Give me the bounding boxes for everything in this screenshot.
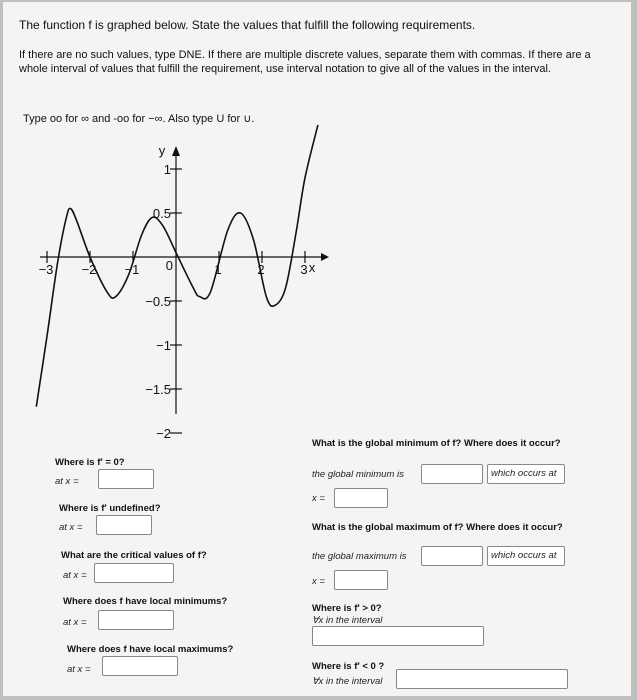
x-tick-label-6: 3 xyxy=(300,262,308,277)
global-max-question: What is the global maximum of f? Where does it occur? xyxy=(312,522,563,533)
x-axis-label: x xyxy=(308,260,316,275)
global-max-tail: which occurs at xyxy=(491,550,557,561)
x-tick-label-3: 0 xyxy=(165,258,173,273)
left-question-4: Where does f have local minimums? xyxy=(63,596,228,607)
y-tick-label-1: 0.5 xyxy=(152,206,171,221)
decreasing-interval-input[interactable] xyxy=(396,669,568,689)
instruction-line: The function f is graphed below. State the values that fulfill the following requirements. xyxy=(19,18,476,32)
left-answer-input-3[interactable] xyxy=(94,563,174,583)
global-max-occurs-box[interactable] xyxy=(487,546,565,566)
global-min-lead: the global minimum is xyxy=(312,469,404,480)
global-min-occurs-box[interactable] xyxy=(487,464,565,484)
worksheet-page xyxy=(3,2,631,696)
x-tick-label-2: −1 xyxy=(124,262,140,277)
global-min-tail: which occurs at xyxy=(491,468,557,479)
left-answer-input-5[interactable] xyxy=(102,656,178,676)
left-question-5: Where does f have local maximums? xyxy=(67,644,234,655)
left-answer-input-2[interactable] xyxy=(96,515,152,535)
left-answer-prefix-4: at x = xyxy=(63,617,87,628)
global-min-value-input[interactable] xyxy=(421,464,483,484)
global-min-x-prefix: x = xyxy=(312,493,325,504)
tick-labels xyxy=(39,143,316,441)
type-hint: Type oo for ∞ and -oo for −∞. Also type U for ∪. xyxy=(23,113,255,125)
y-tick-label-3: −1 xyxy=(156,338,171,353)
increasing-interval-input[interactable] xyxy=(312,626,484,646)
y-axis-label: y xyxy=(158,143,166,158)
instruction-paragraph: If there are no such values, type DNE. If there are multiple discrete values, separate them with commas. If there are a whole interval of values that fulfill the requirement, use interval notation to give all of the values in the interval. xyxy=(19,49,591,75)
left-answer-prefix-3: at x = xyxy=(63,570,87,581)
left-question-1: Where is f′ = 0? xyxy=(55,457,125,468)
y-tick-label-4: −1.5 xyxy=(145,382,171,397)
y-axis-arrow xyxy=(172,146,180,156)
function-graph xyxy=(3,2,631,442)
x-tick-label-0: −3 xyxy=(38,262,54,277)
global-min-question: What is the global minimum of f? Where does it occur? xyxy=(312,438,561,449)
decreasing-question: Where is f′ < 0 ? xyxy=(312,661,385,672)
increasing-question: Where is f′ > 0? xyxy=(312,603,382,614)
y-tick-label-2: −0.5 xyxy=(145,294,171,309)
axes xyxy=(40,146,329,414)
global-max-x-input[interactable] xyxy=(334,570,388,590)
left-answer-input-1[interactable] xyxy=(98,469,154,489)
left-question-2: Where is f′ undefined? xyxy=(59,503,161,514)
left-answer-prefix-2: at x = xyxy=(59,522,83,533)
decreasing-sub: ∀x in the interval xyxy=(312,676,383,687)
left-answer-prefix-1: at x = xyxy=(55,476,79,487)
global-min-x-input[interactable] xyxy=(334,488,388,508)
increasing-sub: ∀x in the interval xyxy=(312,615,383,626)
x-tick-label-4: 1 xyxy=(214,262,222,277)
x-axis-arrow xyxy=(321,253,329,261)
global-max-value-input[interactable] xyxy=(421,546,483,566)
left-question-3: What are the critical values of f? xyxy=(61,550,207,561)
global-max-lead: the global maximum is xyxy=(312,551,407,562)
left-answer-input-4[interactable] xyxy=(98,610,174,630)
left-answer-prefix-5: at x = xyxy=(67,664,91,675)
global-max-x-prefix: x = xyxy=(312,576,325,587)
x-tick-label-5: 2 xyxy=(257,262,265,277)
y-tick-label-0: 1 xyxy=(163,162,171,177)
function-curve xyxy=(36,125,318,407)
x-tick-label-1: −2 xyxy=(81,262,97,277)
y-tick-label-5: −2 xyxy=(156,426,171,441)
